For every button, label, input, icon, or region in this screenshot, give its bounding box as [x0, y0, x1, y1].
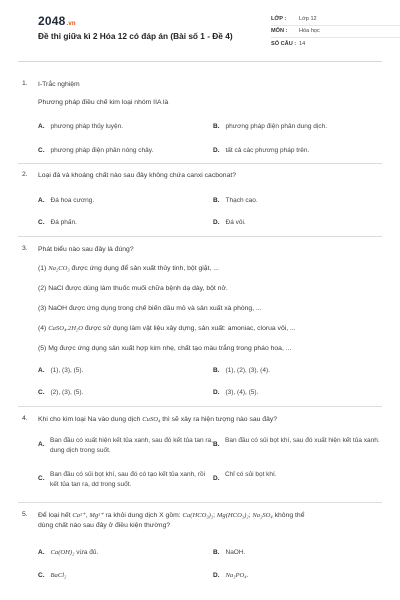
question-text — [38, 511, 378, 531]
section-label: I-Trắc nghiệm — [38, 81, 80, 88]
chem-formula: Ca(OH)₂ — [50, 549, 75, 556]
statement-1 — [38, 264, 380, 273]
option-a[interactable] — [38, 548, 98, 557]
meta-key: LỚP : — [271, 15, 287, 22]
meta-row-class — [271, 13, 400, 26]
chem-formula: Ca²⁺ — [72, 512, 86, 519]
divider — [18, 502, 382, 503]
option-letter: A. — [38, 197, 45, 204]
option-a[interactable] — [38, 436, 215, 456]
question-number: 5. — [22, 511, 28, 518]
option-text: Ban đầu có xuất hiện kết tủa xanh, sau đó kết tủa tan ra, dung dịch trong suốt. — [50, 437, 213, 454]
option-text: (3), (4), (5). — [225, 389, 259, 396]
option-letter: D. — [213, 475, 220, 482]
chem-formula: CaSO₄.2H₂O — [48, 325, 84, 332]
meta-row-count — [271, 38, 400, 51]
option-text: phương pháp thủy luyện. — [50, 123, 124, 130]
option-c[interactable] — [38, 571, 66, 580]
chem-formula: Mg²⁺ — [89, 512, 104, 519]
question-text: Phương pháp điều chế kim loại nhóm IIA là — [38, 99, 169, 106]
option-d[interactable] — [213, 571, 248, 580]
header — [18, 0, 382, 62]
question-number: 1. — [22, 80, 28, 87]
option-text: (1), (2), (3), (4). — [225, 367, 270, 374]
text-part: thì sẽ xảy ra hiện tượng nào sau đây? — [160, 416, 278, 423]
statement-4 — [38, 324, 380, 333]
option-letter: C. — [38, 219, 45, 226]
statement-prefix: (4) — [38, 325, 49, 332]
option-text: vừa đủ. — [74, 549, 99, 556]
statement-text: được ứng dụng để sản xuất thủy tinh, bột giặt, ... — [69, 265, 219, 272]
option-a[interactable] — [38, 366, 83, 375]
question-number: 2. — [22, 171, 28, 178]
logo-number: 2048 — [38, 14, 66, 28]
option-letter: B. — [213, 197, 220, 204]
option-text: Ban đầu có sủi bọt khí, sau đó có tạo kết tủa xanh, rồi kết tủa tan ra, dd trong suốt. — [50, 471, 206, 488]
option-letter: D. — [213, 219, 220, 226]
option-letter: C. — [38, 389, 45, 396]
option-text: (2), (3), (5). — [50, 389, 84, 396]
option-letter: D. — [213, 389, 220, 396]
option-c[interactable] — [38, 146, 153, 155]
option-letter: B. — [213, 441, 220, 448]
meta-value: 14 — [299, 41, 306, 48]
chem-formula: CuSO₄ — [142, 416, 161, 423]
question-number: 3. — [22, 245, 28, 252]
option-text: Đá phấn. — [50, 219, 77, 226]
option-c[interactable] — [38, 470, 215, 490]
chem-formula: Mg(HCO₃)₂ — [216, 512, 249, 519]
option-c[interactable] — [38, 388, 83, 397]
meta-row-subject — [271, 26, 400, 39]
option-d[interactable] — [213, 388, 258, 397]
option-d[interactable] — [213, 146, 309, 155]
meta-value: Hóa học — [299, 28, 320, 35]
text-part: ; — [213, 512, 217, 519]
option-letter: A. — [38, 549, 45, 556]
option-letter: A. — [38, 123, 45, 130]
site-logo[interactable] — [38, 14, 76, 28]
option-text: phương pháp điện phân dung dịch. — [225, 123, 328, 130]
question-number: 4. — [22, 415, 28, 422]
statement-2: (2) NaCl được dùng làm thuốc muối chữa bệnh dạ dày, bột nở. — [38, 285, 228, 292]
option-letter: B. — [213, 549, 220, 556]
option-text: Đá vôi. — [225, 219, 246, 226]
text-part: Để loại hết — [38, 512, 73, 519]
meta-key: SỐ CÂU : — [271, 41, 297, 48]
option-letter: A. — [38, 367, 45, 374]
option-letter: C. — [38, 475, 45, 482]
option-letter: B. — [213, 367, 220, 374]
option-text: (1), (3), (5). — [50, 367, 84, 374]
statement-3: (3) NaOH được ứng dụng trong chế biến dầu mỏ và sản xuất xà phòng, ... — [38, 305, 262, 312]
chem-formula: Na₂SO₄ — [252, 512, 273, 519]
chem-formula: Na₃PO₄ — [225, 572, 247, 579]
option-text: tất cả các phương pháp trên. — [225, 147, 310, 154]
option-b[interactable] — [213, 196, 258, 205]
page-title: Đề thi giữa kì 2 Hóa 12 có đáp án (Bài số 1 - Đề 4) — [38, 31, 233, 41]
chem-formula: Na₂CO₃ — [48, 265, 70, 272]
option-a[interactable] — [38, 196, 94, 205]
chem-formula: Ca(HCO₃)₂ — [182, 512, 214, 519]
option-text: Đá hoa cương. — [50, 197, 95, 204]
text-part: dùng chất nào sau đây ở điều kiện thường? — [38, 522, 171, 529]
statement-prefix: (1) — [38, 265, 49, 272]
option-letter: A. — [38, 441, 45, 448]
text-part: Khi cho kim loại Na vào dung dịch — [38, 416, 143, 423]
option-a[interactable] — [38, 122, 123, 131]
text-part: không thể — [272, 512, 305, 519]
option-letter: C. — [38, 572, 45, 579]
option-letter: D. — [213, 572, 220, 579]
option-b[interactable] — [213, 366, 270, 375]
option-b[interactable] — [213, 122, 327, 131]
text-part: ; — [248, 512, 253, 519]
question-text: Phát biểu nào sau đây là đúng? — [38, 246, 134, 253]
option-text: phương pháp điện phân nóng chảy. — [50, 147, 154, 154]
meta-value: Lớp 12 — [299, 15, 317, 22]
option-text: NaOH. — [225, 549, 246, 556]
meta-key: MÔN : — [271, 28, 288, 35]
option-b[interactable] — [213, 548, 245, 557]
option-letter: B. — [213, 123, 220, 130]
statement-text: được sử dụng làm vật liệu xây dựng, sản xuất: amoniac, clorua vôi, ... — [83, 325, 296, 332]
option-text: Ban đầu có sủi bọt khí, sau đó xuất hiện kết tủa xanh. — [225, 437, 380, 444]
divider — [18, 236, 382, 237]
logo-suffix: .vn — [66, 21, 76, 27]
divider — [18, 406, 382, 407]
chem-formula: BaCl₂ — [50, 572, 67, 579]
statement-5: (5) Mg được ứng dụng sản xuất hợp kim nhẹ, chất tạo màu trắng trong pháo hoa, ... — [38, 345, 292, 352]
option-b[interactable] — [213, 436, 390, 450]
option-text: . — [246, 572, 249, 579]
option-text: Chỉ có sủi bọt khí. — [225, 471, 277, 478]
question-text — [38, 415, 378, 425]
option-letter: D. — [213, 147, 220, 154]
option-letter: C. — [38, 147, 45, 154]
text-part: , — [85, 512, 90, 519]
option-c[interactable] — [38, 218, 77, 227]
question-text: Loại đá và khoáng chất nào sau đây không chứa canxi cacbonat? — [38, 172, 237, 179]
text-part: ra khỏi dung dịch X gồm: — [103, 512, 183, 519]
option-d[interactable] — [213, 470, 390, 484]
option-d[interactable] — [213, 218, 246, 227]
option-text: Thạch cao. — [225, 197, 258, 204]
divider — [18, 163, 382, 164]
exam-meta — [271, 13, 400, 51]
